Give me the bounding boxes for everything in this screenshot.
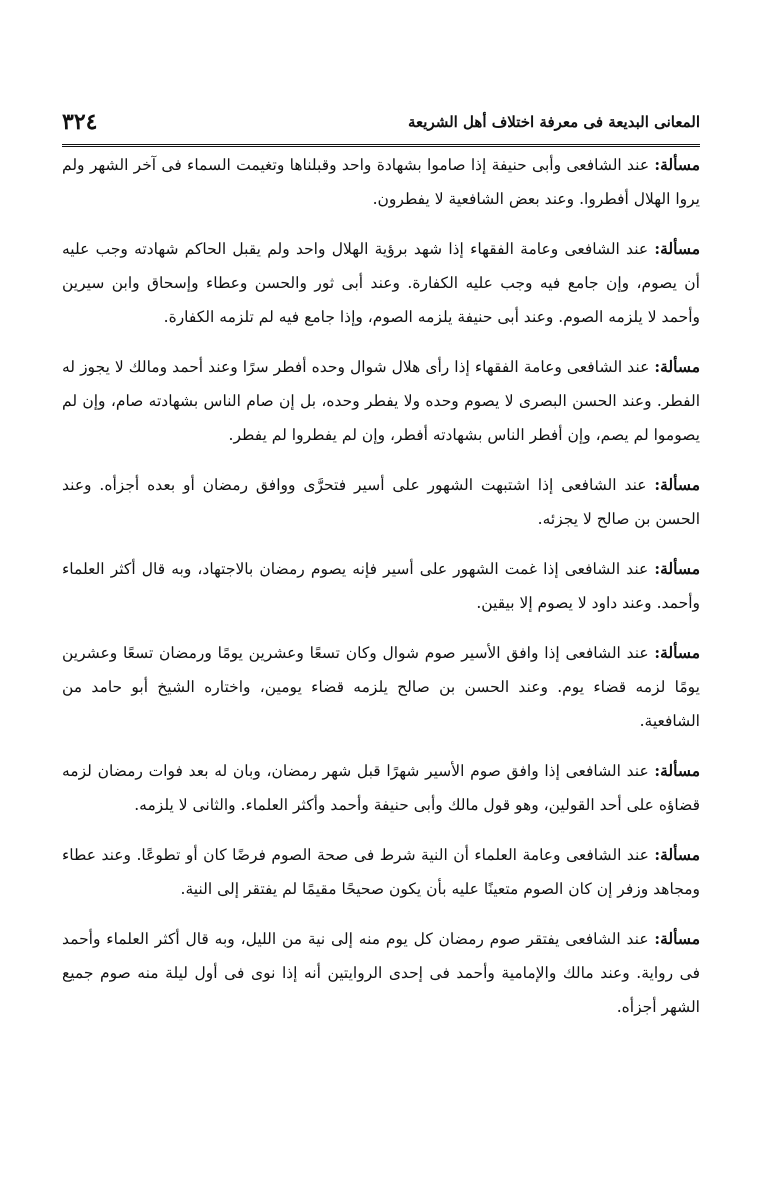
masala-paragraph (62, 838, 700, 906)
masala-text: عند الشافعى وعامة الفقهاء إذا رأى هلال شوال وحده أفطر سرًا وعند أحمد ومالك لا يجوز له الفطر. وعند الحسن البصرى لا يصوم وحده ولا يفطر وحده، بل إن صام الناس بشهادته صام، وإن لم يصوموا لم يصم، وإن أفطر الناس بشهادته أفطر، وإن لم يفطروا لم يفطر. (62, 358, 700, 444)
masala-term: مسألة: (654, 643, 700, 662)
masala-term: مسألة: (654, 475, 700, 494)
masala-paragraph (62, 552, 700, 620)
masala-term: مسألة: (654, 761, 700, 780)
masala-term: مسألة: (654, 155, 700, 174)
masala-paragraph (62, 350, 700, 452)
page-body (62, 148, 700, 1155)
masala-paragraph (62, 922, 700, 1024)
masala-text: عند الشافعى يفتقر صوم رمضان كل يوم منه إلى نية من الليل، وبه قال أكثر العلماء وأحمد فى رواية. وعند مالك والإمامية وأحمد فى إحدى الروايتين أنه إذا نوى فى أول ليلة منه صوم جميع الشهر أجزأه. (62, 930, 700, 1016)
masala-paragraph (62, 468, 700, 536)
running-title: المعانى البديعة فى معرفة اختلاف أهل الشريعة (407, 113, 700, 131)
masala-paragraph (62, 148, 700, 216)
masala-paragraph (62, 754, 700, 822)
masala-text: عند الشافعى إذا اشتبهت الشهور على أسير فتحرَّى ووافق رمضان أو بعده أجزأه. وعند الحسن بن صالح لا يجزئه. (62, 476, 700, 528)
masala-text: عند الشافعى وعامة الفقهاء إذا شهد برؤية الهلال واحد ولم يقبل الحاكم شهادته وجب عليه أن يصوم، وإن جامع فيه وجب عليه الكفارة. وعند أبى ثور والحسن وعطاء وإسحاق وابن سيرين وأحمد لا يلزمه الصوم. وعند أبى حنيفة يلزمه الصوم، وإذا جامع فيه لم تلزمه الكفارة. (62, 240, 700, 326)
masala-text: عند الشافعى وأبى حنيفة إذا صاموا بشهادة واحد وقبلناها وتغيمت السماء فى آخر الشهر ولم يروا الهلال أفطروا. وعند بعض الشافعية لا يفطرون. (62, 156, 700, 208)
masala-term: مسألة: (654, 239, 700, 258)
masala-term: مسألة: (654, 559, 700, 578)
masala-term: مسألة: (654, 929, 700, 948)
masala-text: عند الشافعى إذا وافق صوم الأسير شهرًا قبل شهر رمضان، وبان له بعد فوات رمضان لزمه قضاؤه على أحد القولين، وهو قول مالك وأبى حنيفة وأحمد وأكثر العلماء. والثانى لا يلزمه. (62, 762, 700, 814)
masala-paragraph (62, 636, 700, 738)
masala-paragraph (62, 232, 700, 334)
masala-text: عند الشافعى وعامة العلماء أن النية شرط فى صحة الصوم فرضًا كان أو تطوعًا. وعند عطاء ومجاهد وزفر إن كان الصوم متعينًا عليه بأن يكون صحيحًا مقيمًا لم يفتقر إلى النية. (62, 846, 700, 898)
page-header (62, 100, 700, 144)
masala-text: عند الشافعى إذا غمت الشهور على أسير فإنه يصوم رمضان بالاجتهاد، وبه قال أكثر العلماء وأحمد. وعند داود لا يصوم إلا بيقين. (62, 560, 700, 612)
masala-term: مسألة: (654, 845, 700, 864)
masala-text: عند الشافعى إذا وافق الأسير صوم شوال وكان تسعًا وعشرين يومًا ورمضان تسعًا وعشرين يومًا لزمه قضاء يوم. وعند الحسن بن صالح يلزمه قضاء يومين، واختاره الشيخ أبو حامد من الشافعية. (62, 644, 700, 730)
header-divider (62, 144, 700, 147)
masala-term: مسألة: (654, 357, 700, 376)
page-number: ٣٢٤ (62, 109, 98, 135)
